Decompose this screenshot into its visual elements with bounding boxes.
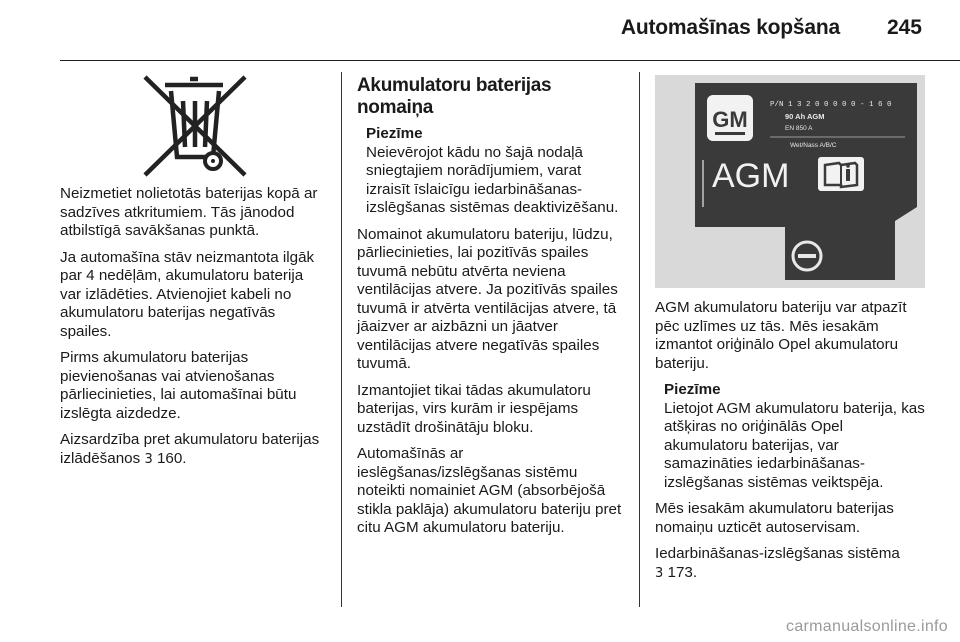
column-divider-2 bbox=[639, 72, 640, 607]
note-block-2 bbox=[664, 381, 925, 492]
agm-battery-label bbox=[655, 75, 925, 288]
note-title-2: Piezīme bbox=[664, 381, 721, 398]
note-title: Piezīme bbox=[366, 125, 423, 142]
label-capacity: 90 Ah AGM bbox=[785, 112, 825, 121]
note-text: Neievērojot kādu no šajā nodaļā sniegtajiem norādījumiem, varat izraisīt īslaicīgu iedarbināšanas-izslēgšanas sistēmas deaktivizēšanu. bbox=[366, 143, 619, 216]
crossed-out-wheelie-bin-icon bbox=[135, 75, 255, 185]
start-stop-page-link[interactable]: 173. bbox=[667, 563, 698, 581]
column-2 bbox=[357, 75, 625, 546]
watermark: carmanualsonline.info bbox=[786, 618, 948, 635]
paragraph-ignition: Pirms akumulatoru baterijas pievienošanas vai atvienošanas pārliecinieties, lai automašīnai būtu izslēgta aizdedze. bbox=[60, 349, 297, 422]
paragraph-disposal: Neizmetiet nolietotās baterijas kopā ar sadzīves atkritumiem. Tās jānodod atbilstīgā savākšanas punktā. bbox=[60, 185, 318, 239]
paragraph-storage: Ja automašīna stāv neizmantota ilgāk par 4 nedēļām, akumulatoru baterija var izlādēties. Atvienojiet kabeli no akumulatoru baterijas negatīvās spailes. bbox=[60, 248, 315, 340]
note-text-2: Lietojot AGM akumulatoru baterija, kas atšķiras no oriģinālās Opel akumulatoru baterijas, var samazināties iedarbināšanas-izslēgšanas sistēmas veiktspēja. bbox=[664, 399, 925, 491]
paragraph-service: Mēs iesakām akumulatoru baterijas nomaiņu uzticēt autoservisam. bbox=[655, 500, 894, 536]
column-3 bbox=[655, 75, 925, 591]
discharge-page-link[interactable]: 160. bbox=[156, 449, 187, 467]
discharge-text: Aizsardzība pret akumulatoru baterijas izlādēšanos bbox=[60, 431, 320, 467]
header-rule bbox=[60, 60, 960, 61]
label-cca: EN 850 A bbox=[785, 125, 813, 132]
gm-logo-text: GM bbox=[712, 107, 748, 132]
paragraph-ventilation: Nomainot akumulatoru bateriju, lūdzu, pārliecinieties, lai pozitīvās spailes tuvumā nebūtu atvērta neviena ventilācijas atvere. Ja pozitīvās spailes tuvumā ir atvērta ventilācijas atvere, tā jāaizver ar aizbāzni un jāatver ventilācijas atvere negatīvās spailes tuvumā. bbox=[357, 225, 618, 372]
paragraph-agm-replace: Automašīnās ar ieslēgšanas/izslēgšanas sistēmu noteikti nomainiet AGM (absorbējošā stikla paklāja) akumulatoru bateriju pret citu AGM akumulatoru bateriju. bbox=[357, 445, 622, 536]
agm-label-photo bbox=[655, 75, 925, 288]
label-wet: Wet/Nass A/B/C bbox=[790, 142, 837, 149]
column-divider-1 bbox=[341, 72, 342, 607]
paragraph-start-stop-ref bbox=[655, 545, 925, 583]
label-part-number: P/N 1 3 2 0 0 0 0 0 - 1 6 0 bbox=[770, 101, 892, 109]
gm-logo-icon bbox=[707, 95, 753, 141]
page-number: 245 bbox=[886, 16, 922, 39]
paragraph-agm-identify: AGM akumulatoru bateriju var atpazīt pēc uzlīmes uz tās. Mēs iesakām izmantot oriģinālo Opel akumulatoru bateriju. bbox=[655, 299, 907, 372]
column-1 bbox=[60, 75, 328, 477]
page-reference-arrow-2: 3 bbox=[655, 565, 664, 581]
page-header bbox=[0, 0, 960, 60]
page-reference-arrow: 3 bbox=[144, 451, 153, 467]
section-title: Akumulatoru baterijas nomaiņa bbox=[357, 75, 552, 118]
agm-text: AGM bbox=[712, 157, 790, 195]
note-block bbox=[366, 125, 625, 218]
page-title: Automašīnas kopšana bbox=[620, 16, 840, 39]
weee-symbol bbox=[60, 75, 328, 185]
manual-book-icon bbox=[818, 157, 864, 191]
start-stop-text: Iedarbināšanas-izslēgšanas sistēma bbox=[655, 545, 900, 562]
paragraph-discharge-protection bbox=[60, 431, 328, 469]
paragraph-fuse-block: Izmantojiet tikai tādas akumulatoru baterijas, virs kurām ir iespējams uzstādīt drošinātāju bloku. bbox=[357, 381, 591, 436]
